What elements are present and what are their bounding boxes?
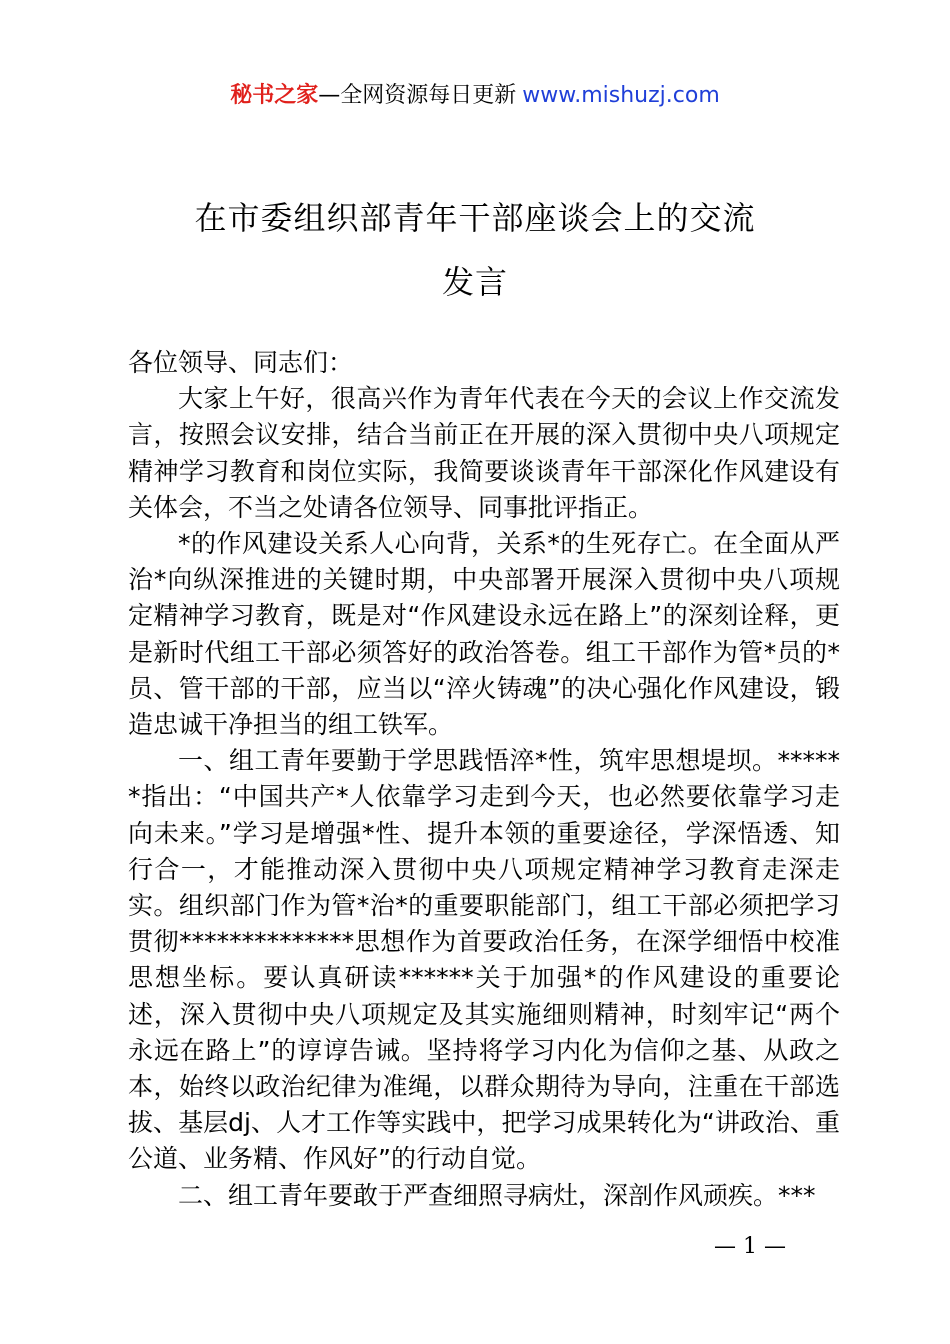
site-header	[0, 80, 950, 112]
title-line-1: 在市委组织部青年干部座谈会上的交流	[194, 199, 756, 237]
brand-name: 秘书之家	[230, 83, 319, 108]
header-slogan: —全网资源每日更新	[318, 83, 517, 108]
salutation: 各位领导、同志们：	[128, 348, 354, 377]
site-url[interactable]: www.mishuzj.com	[522, 83, 720, 108]
document-title	[60, 186, 890, 314]
document-body	[128, 345, 840, 1214]
body-paragraph: 大家上午好，很高兴作为青年代表在今天的会议上作交流发言，按照会议安排，结合当前正在开展的深入贯彻中央八项规定精神学习教育和岗位实际，我简要谈谈青年干部深化作风建设有关体会，不当之处请各位领导、同事批评指正。	[128, 384, 840, 522]
page-number: — 1 —	[714, 1234, 786, 1259]
body-paragraph: 二、组工青年要敢于严查细照寻病灶，深剖作风顽疾。***	[178, 1180, 816, 1210]
title-line-2: 发言	[441, 263, 508, 301]
body-paragraph: *的作风建设关系人心向背，关系*的生死存亡。在全面从严治*向纵深推进的关键时期，中央部署开展深入贯彻中央八项规定精神学习教育，既是对“作风建设永远在路上”的深刻诠释，更是新时代组工干部必须答好的政治答卷。组工干部作为管*员的*员、管干部的干部，应当以“淬火铸魂”的决心强化作风建设，锻造忠诚干净担当的组工铁军。	[128, 529, 840, 740]
body-paragraph: 一、组工青年要勤于学思践悟淬*性，筑牢思想堤坝。******指出：“中国共产*人依靠学习走到今天，也必然要依靠学习走向未来。”学习是增强*性、提升本领的重要途径，学深悟透、知行合一，才能推动深入贯彻中央八项规定精神学习教育走深走实。组织部门作为管*治*的重要职能部门，组工干部必须把学习贯彻**************思想作为首要政治任务，在深学细悟中校准思想坐标。要认真研读******关于加强*的作风建设的重要论述，深入贯彻中央八项规定及其实施细则精神，时刻牢记“两个永远在路上”的谆谆告诫。坚持将学习内化为信仰之基、从政之本，始终以政治纪律为准绳，以群众期待为导向，注重在干部选拔、基层dj、人才工作等实践中，把学习成果转化为“讲政治、重公道、业务精、作风好”的行动自觉。	[128, 746, 840, 1174]
